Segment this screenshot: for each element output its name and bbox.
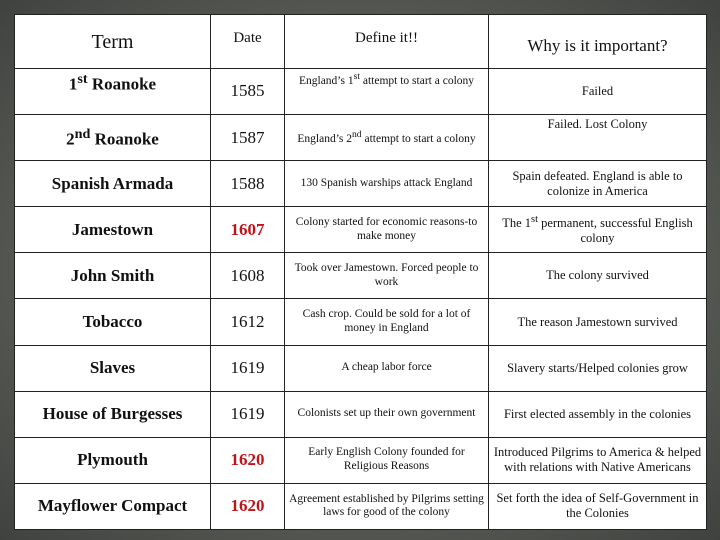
date-cell: 1620 [211,437,285,483]
define-cell: A cheap labor force [285,345,489,391]
header-row [15,15,707,69]
why-cell: Spain defeated. England is able to colonize in America [489,161,707,207]
define-cell: 130 Spanish warships attack England [285,161,489,207]
term-cell: House of Burgesses [15,391,211,437]
term-cell: John Smith [15,253,211,299]
date-cell: 1588 [211,161,285,207]
table-row [15,391,707,437]
why-cell: The 1st permanent, successful English colony [489,207,707,253]
define-cell: Took over Jamestown. Forced people to work [285,253,489,299]
term-cell: Jamestown [15,207,211,253]
table-row [15,345,707,391]
define-cell: Colonists set up their own government [285,391,489,437]
date-cell: 1612 [211,299,285,345]
why-cell: The colony survived [489,253,707,299]
term-cell: 2nd Roanoke [15,115,211,161]
date-cell: 1619 [211,345,285,391]
header-term: Term [15,15,211,69]
why-cell: First elected assembly in the colonies [489,391,707,437]
date-cell: 1607 [211,207,285,253]
date-cell: 1608 [211,253,285,299]
vocabulary-table [14,14,707,530]
define-cell: England’s 2nd attempt to start a colony [285,115,489,161]
why-cell: The reason Jamestown survived [489,299,707,345]
term-cell: 1st Roanoke [15,69,211,115]
table-row [15,69,707,115]
table-row [15,253,707,299]
term-cell: Tobacco [15,299,211,345]
why-cell: Introduced Pilgrims to America & helped with relations with Native Americans [489,437,707,483]
define-cell: Colony started for economic reasons-to make money [285,207,489,253]
term-cell: Plymouth [15,437,211,483]
date-cell: 1587 [211,115,285,161]
table-row [15,161,707,207]
define-cell: Agreement established by Pilgrims setting laws for good of the colony [285,483,489,529]
date-cell: 1620 [211,483,285,529]
define-cell: Early English Colony founded for Religious Reasons [285,437,489,483]
table-row [15,115,707,161]
term-cell: Slaves [15,345,211,391]
why-cell: Failed [489,69,707,115]
term-cell: Spanish Armada [15,161,211,207]
header-date: Date [211,15,285,69]
table-row [15,207,707,253]
vocabulary-table-container [14,14,706,530]
term-cell: Mayflower Compact [15,483,211,529]
date-cell: 1585 [211,69,285,115]
date-cell: 1619 [211,391,285,437]
why-cell: Set forth the idea of Self-Government in the Colonies [489,483,707,529]
header-why: Why is it important? [489,15,707,69]
header-define: Define it!! [285,15,489,69]
table-row [15,299,707,345]
why-cell: Slavery starts/Helped colonies grow [489,345,707,391]
why-cell: Failed. Lost Colony [489,115,707,161]
table-row [15,437,707,483]
define-cell: Cash crop. Could be sold for a lot of money in England [285,299,489,345]
table-row [15,483,707,529]
define-cell: England’s 1st attempt to start a colony [285,69,489,115]
